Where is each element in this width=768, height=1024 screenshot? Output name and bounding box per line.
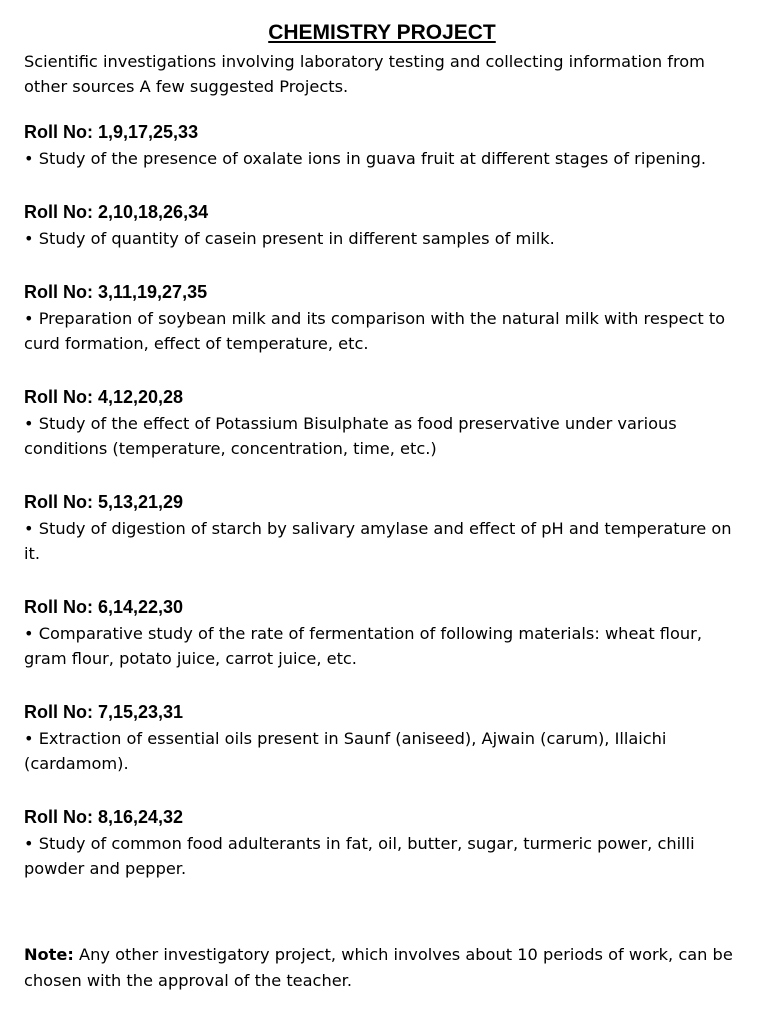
project-description: • Study of common food adulterants in fat, oil, butter, sugar, turmeric power, chilli powder and pepper.: [24, 834, 695, 878]
note-paragraph: [24, 942, 740, 994]
note-text: Any other investigatory project, which involves about 10 periods of work, can be chosen with the approval of the teacher.: [24, 945, 733, 990]
project-description: • Extraction of essential oils present in Saunf (aniseed), Ajwain (carum), Illaichi (cardamom).: [24, 729, 667, 773]
project-section-8: [24, 804, 740, 881]
roll-heading: Roll No: 2,10,18,26,34: [24, 202, 209, 222]
document-page: [24, 18, 740, 909]
project-description: • Preparation of soybean milk and its comparison with the natural milk with respect to curd formation, effect of temperature, etc.: [24, 309, 726, 353]
project-section-5: [24, 489, 740, 566]
project-description: • Study of the effect of Potassium Bisulphate as food preservative under various conditions (temperature, concentration, time, etc.): [24, 414, 677, 458]
project-section-4: [24, 384, 740, 461]
roll-heading: Roll No: 6,14,22,30: [24, 597, 184, 617]
roll-heading: Roll No: 1,9,17,25,33: [24, 122, 199, 142]
project-section-6: [24, 594, 740, 671]
project-description: • Study of the presence of oxalate ions in guava fruit at different stages of ripening.: [24, 149, 706, 168]
project-list: [24, 119, 740, 881]
roll-heading: Roll No: 8,16,24,32: [24, 807, 184, 827]
project-description: • Comparative study of the rate of fermentation of following materials: wheat flour, gram flour, potato juice, carrot juice, etc.: [24, 624, 702, 668]
page-title: CHEMISTRY PROJECT: [268, 21, 496, 44]
project-section-3: [24, 279, 740, 356]
note-label: Note:: [24, 945, 74, 964]
roll-heading: Roll No: 5,13,21,29: [24, 492, 184, 512]
project-section-7: [24, 699, 740, 776]
intro-paragraph: Scientific investigations involving laboratory testing and collecting information from other sources A few suggested Projects.: [24, 52, 705, 96]
project-description: • Study of quantity of casein present in different samples of milk.: [24, 229, 555, 248]
project-section-1: [24, 119, 740, 171]
roll-heading: Roll No: 4,12,20,28: [24, 387, 184, 407]
project-section-2: [24, 199, 740, 251]
project-description: • Study of digestion of starch by salivary amylase and effect of pH and temperature on it.: [24, 519, 732, 563]
roll-heading: Roll No: 7,15,23,31: [24, 702, 184, 722]
roll-heading: Roll No: 3,11,19,27,35: [24, 282, 208, 302]
